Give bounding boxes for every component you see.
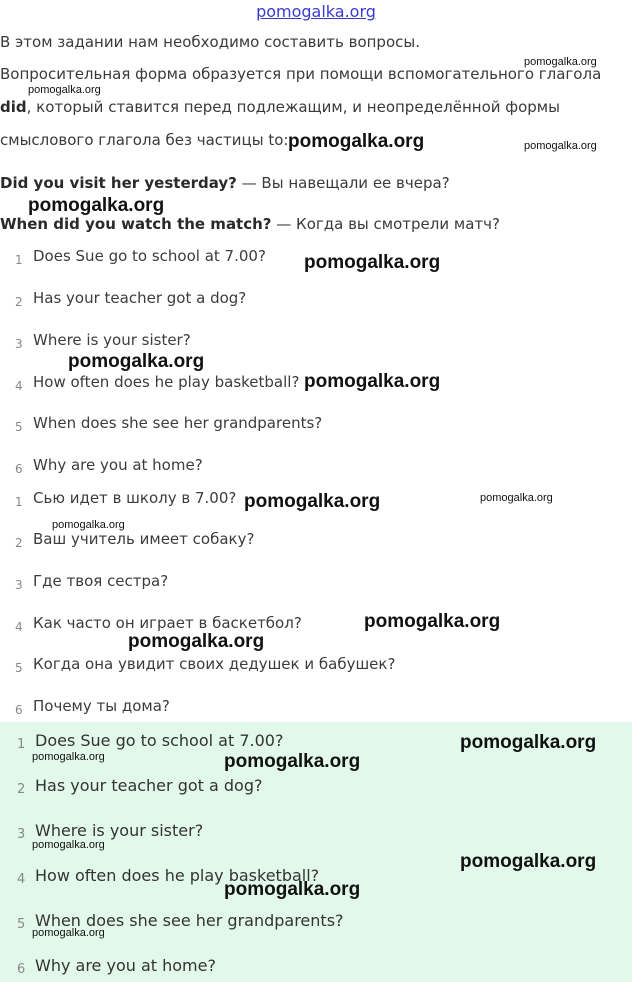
list-item-text: How often does he play basketball? [33, 373, 300, 391]
watermark: pomogalka.org [304, 252, 441, 273]
list-item [15, 375, 23, 394]
example-1 [0, 174, 450, 192]
list-item [15, 249, 23, 268]
watermark: pomogalka.org [288, 131, 425, 152]
list-item-number: 3 [15, 337, 23, 351]
watermark: pomogalka.org [304, 371, 441, 392]
list-item [15, 333, 23, 352]
watermark: pomogalka.org [32, 839, 105, 851]
watermark: pomogalka.org [32, 927, 105, 939]
list-item-number: 5 [17, 917, 26, 932]
list-item-text: Has your teacher got a dog? [35, 776, 263, 795]
list-item [15, 458, 23, 477]
list-item-number: 1 [15, 495, 23, 509]
list-item-text: Has your teacher got a dog? [33, 289, 247, 307]
watermark: pomogalka.org [224, 751, 361, 772]
list-item [17, 733, 25, 752]
list-item-number: 4 [17, 872, 26, 887]
header-site-link[interactable]: pomogalka.org [256, 2, 376, 21]
list-item-text: Ваш учитель имеет собаку? [33, 530, 255, 548]
watermark: pomogalka.org [364, 611, 501, 632]
list-item-text: When does she see her grandparents? [35, 911, 344, 930]
intro-line-2: Вопросительная форма образуется при помощи вспомогательного глагола [0, 65, 602, 83]
list-item [15, 616, 23, 635]
watermark: pomogalka.org [460, 732, 597, 753]
list-item [17, 823, 25, 842]
list-item-number: 2 [15, 536, 23, 550]
list-item [17, 778, 25, 797]
watermark: pomogalka.org [52, 519, 125, 531]
list-item-text: Does Sue go to school at 7.00? [35, 731, 284, 750]
watermark: pomogalka.org [32, 751, 105, 763]
list-item-text: Where is your sister? [33, 331, 191, 349]
list-item-text: Does Sue go to school at 7.00? [33, 247, 266, 265]
watermark: pomogalka.org [460, 851, 597, 872]
list-item [15, 532, 23, 551]
list-item-number: 6 [15, 462, 23, 476]
list-item-text: Как часто он играет в баскетбол? [33, 614, 302, 632]
list-item-text: Why are you at home? [33, 456, 203, 474]
list-item-number: 2 [15, 295, 23, 309]
list-item-number: 3 [17, 827, 26, 842]
list-item-text: How often does he play basketball? [35, 866, 320, 885]
list-item [15, 657, 23, 676]
example-2-english: When did you watch the match? [0, 215, 272, 233]
intro-line-1: В этом задании нам необходимо составить вопросы. [0, 33, 420, 51]
list-item [15, 416, 23, 435]
list-item-number: 4 [15, 620, 23, 634]
watermark: pomogalka.org [128, 631, 265, 652]
list-item-number: 2 [17, 782, 26, 797]
list-item [15, 291, 23, 310]
watermark: pomogalka.org [480, 492, 553, 504]
list-item-text: Где твоя сестра? [33, 572, 169, 590]
watermark: pomogalka.org [524, 140, 597, 152]
list-item-text: Why are you at home? [35, 956, 216, 975]
example-1-russian: — Вы навещали ее вчера? [236, 174, 450, 192]
list-item-number: 6 [15, 703, 23, 717]
intro-line-3-rest: , который ставится перед подлежащим, и неопределённой формы [26, 98, 560, 116]
list-item-text: Where is your sister? [35, 821, 204, 840]
list-item-number: 4 [15, 379, 23, 393]
example-1-english: Did you visit her yesterday? [0, 174, 237, 192]
list-item [17, 868, 25, 887]
list-item [15, 699, 23, 718]
list-item-text: Когда она увидит своих дедушек и бабушек? [33, 655, 396, 673]
watermark: pomogalka.org [68, 351, 205, 372]
watermark: pomogalka.org [28, 84, 101, 96]
list-item-number: 1 [15, 253, 23, 267]
list-item-number: 5 [15, 420, 23, 434]
list-item-number: 3 [15, 578, 23, 592]
list-item [17, 958, 25, 977]
list-item [17, 913, 25, 932]
intro-keyword-did: did [0, 98, 27, 116]
list-item-number: 5 [15, 661, 23, 675]
list-item-number: 1 [17, 737, 26, 752]
example-2-russian: — Когда вы смотрели матч? [271, 215, 500, 233]
list-item [15, 574, 23, 593]
watermark: pomogalka.org [244, 491, 381, 512]
intro-line-3 [0, 98, 560, 116]
list-item [15, 491, 23, 510]
watermark: pomogalka.org [224, 879, 361, 900]
intro-line-4: смыслового глагола без частицы to: [0, 131, 289, 149]
list-item-text: When does she see her grandparents? [33, 414, 323, 432]
list-item-text: Почему ты дома? [33, 697, 170, 715]
list-item-text: Сью идет в школу в 7.00? [33, 489, 237, 507]
example-2 [0, 215, 500, 233]
watermark: pomogalka.org [28, 195, 165, 216]
list-item-number: 6 [17, 962, 26, 977]
watermark: pomogalka.org [524, 56, 597, 68]
